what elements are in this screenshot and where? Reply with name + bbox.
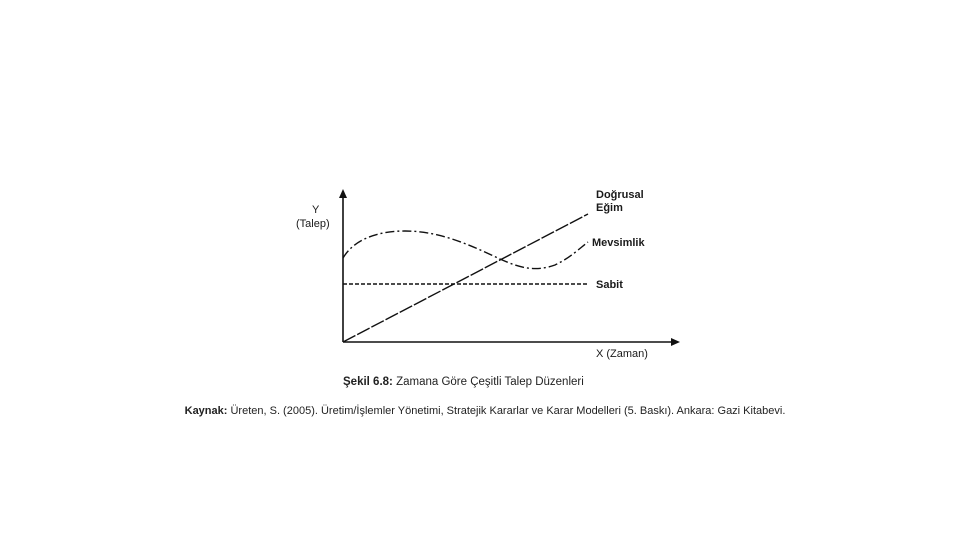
linear-trend-line xyxy=(343,214,588,342)
source-citation xyxy=(150,405,820,418)
linear-trend-label-2: Eğim xyxy=(596,202,623,214)
x-axis-arrow xyxy=(671,338,680,346)
caption-text: Zamana Göre Çeşitli Talep Düzenleri xyxy=(396,376,584,388)
y-axis-label-y: Y xyxy=(312,204,320,216)
y-axis-label-talep: (Talep) xyxy=(296,218,330,230)
y-axis-arrow xyxy=(339,189,347,198)
source-text: Üreten, S. (2005). Üretim/İşlemler Yönetimi, Stratejik Kararlar ve Karar Modelleri (5. Baskı). Ankara: Gazi Kitabevi. xyxy=(230,405,786,417)
linear-trend-label-1: Doğrusal xyxy=(596,189,644,201)
source-prefix: Kaynak: xyxy=(184,405,228,417)
x-axis-label: X (Zaman) xyxy=(596,348,648,360)
constant-label: Sabit xyxy=(596,279,623,291)
figure-caption xyxy=(343,376,584,388)
seasonal-label: Mevsimlik xyxy=(592,237,645,249)
seasonal-line xyxy=(343,231,588,269)
caption-prefix: Şekil 6.8: xyxy=(343,376,393,388)
